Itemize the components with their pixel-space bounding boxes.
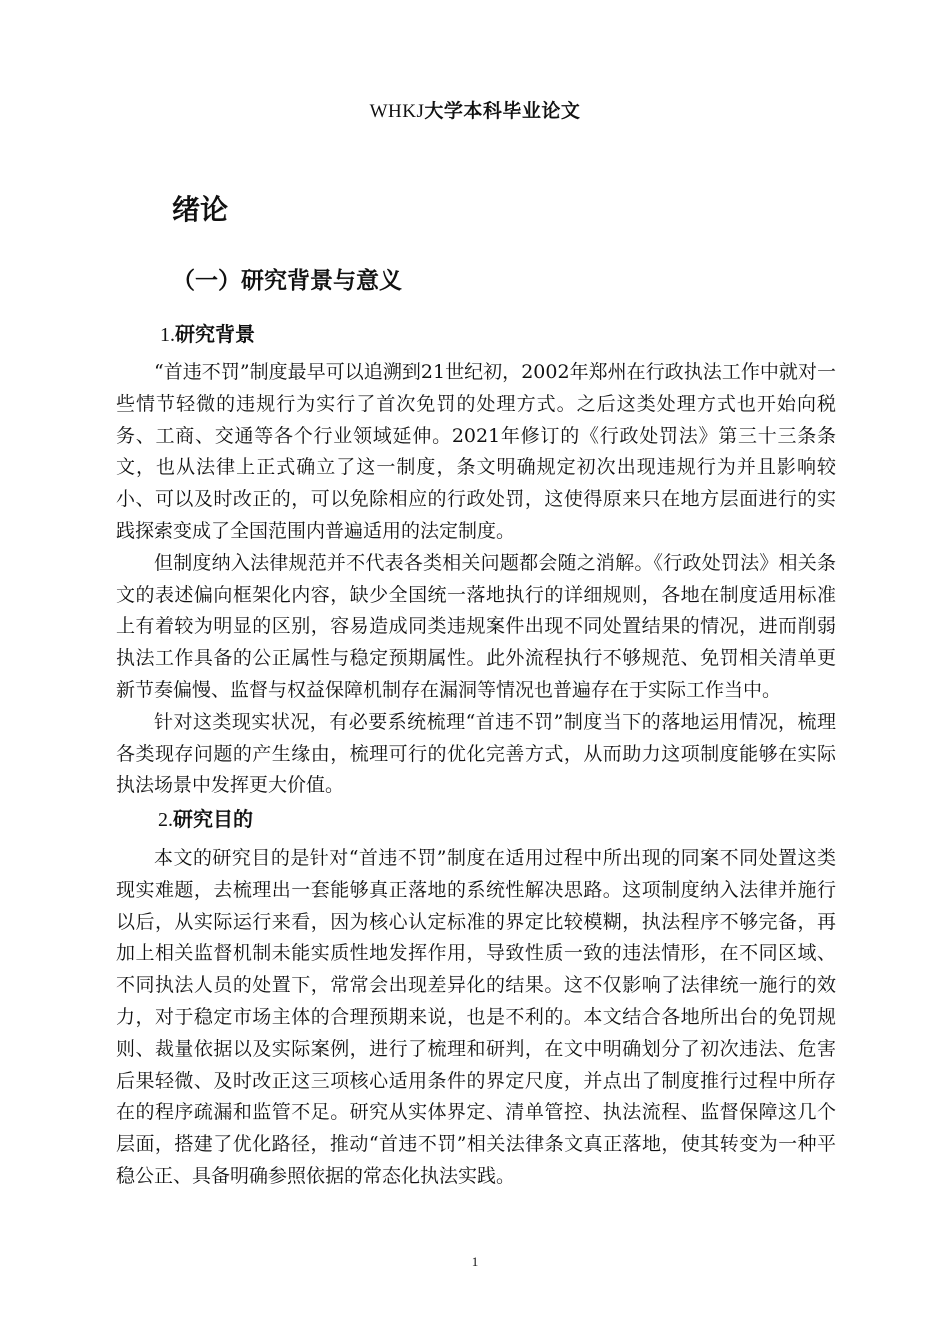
body-paragraph: 但制度纳入法律规范并不代表各类相关问题都会随之消解。《行政处罚法》相关条文的表述偏向框架化内容，缺少全国统一落地执行的详细规则，各地在制度适用标准上有着较为明显的区别，容易造成同类违规案件出现不同处置结果的情况，进而削弱执法工作具备的公正属性与稳定预期属性。此外流程执行不够规范、免罚相关清单更新节奏偏慢、监督与权益保障机制存在漏洞等情况也普遍存在于实际工作当中。 bbox=[116, 551, 836, 701]
body-paragraph: 本文的研究目的是针对“首违不罚”制度在适用过程中所出现的同案不同处置这类现实难题，去梳理出一套能够真正落地的系统性解决思路。这项制度纳入法律并施行以后，从实际运行来看，因为核心认定标准的界定比较模糊，执法程序不够完备，再加上相关监督机制未能实质性地发挥作用，导致性质一致的违法情形，在不同区域、不同执法人员的处置下，常常会出现差异化的结果。这不仅影响了法律统一施行的效力，对于稳定市场主体的合理预期来说，也是不利的。本文结合各地所出台的免罚规则、裁量依据以及实际案例，进行了梳理和研判，在文中明确划分了初次违法、危害后果轻微、及时改正这三项核心适用条件的界定尺度，并点出了制度推行过程中所存在的程序疏漏和监管不足。研究从实体界定、清单管控、执法流程、监督保障这几个层面，搭建了优化路径，推动“首违不罚”相关法律条文真正落地，使其转变为一种平稳公正、具备明确参照依据的常态化执法实践。 bbox=[116, 847, 836, 1187]
page-number: 1 bbox=[471, 1254, 479, 1269]
subsection-body-1 bbox=[116, 357, 836, 802]
body-paragraph: “首违不罚”制度最早可以追溯到21世纪初，2002年郑州在行政执法工作中就对一些情节轻微的违规行为实行了首次免罚的处理方式。之后这类处理方式也开始向税务、工商、交通等各个行业领域延伸。2021年修订的《行政处罚法》第三十三条条文，也从法律上正式确立了这一制度，条文明确规定初次出现违规行为并且影响较小、可以及时改正的，可以免除相应的行政处罚，这使得原来只在地方层面进行的实践探索变成了全国范围内普遍适用的法定制度。 bbox=[116, 361, 836, 542]
subsection-heading-1 bbox=[160, 318, 255, 347]
body-paragraph: 针对这类现实状况，有必要系统梳理“首违不罚”制度当下的落地运用情况，梳理各类现存问题的产生缘由，梳理可行的优化完善方式，从而助力这项制度能够在实际执法场景中发挥更大价值。 bbox=[116, 710, 836, 797]
header-latin: WHKJ bbox=[369, 101, 425, 122]
subsection-body-2 bbox=[116, 843, 836, 1193]
subsection-title: 研究目的 bbox=[173, 807, 253, 831]
running-header bbox=[0, 96, 950, 123]
subsection-number: 1. bbox=[160, 324, 175, 346]
header-title: 大学本科毕业论文 bbox=[424, 100, 581, 122]
chapter-title: 绪论 bbox=[172, 193, 229, 226]
section-title: （一）研究背景与意义 bbox=[172, 268, 402, 294]
subsection-title: 研究背景 bbox=[175, 322, 255, 346]
subsection-heading-2 bbox=[158, 803, 253, 832]
subsection-number: 2. bbox=[158, 809, 173, 831]
